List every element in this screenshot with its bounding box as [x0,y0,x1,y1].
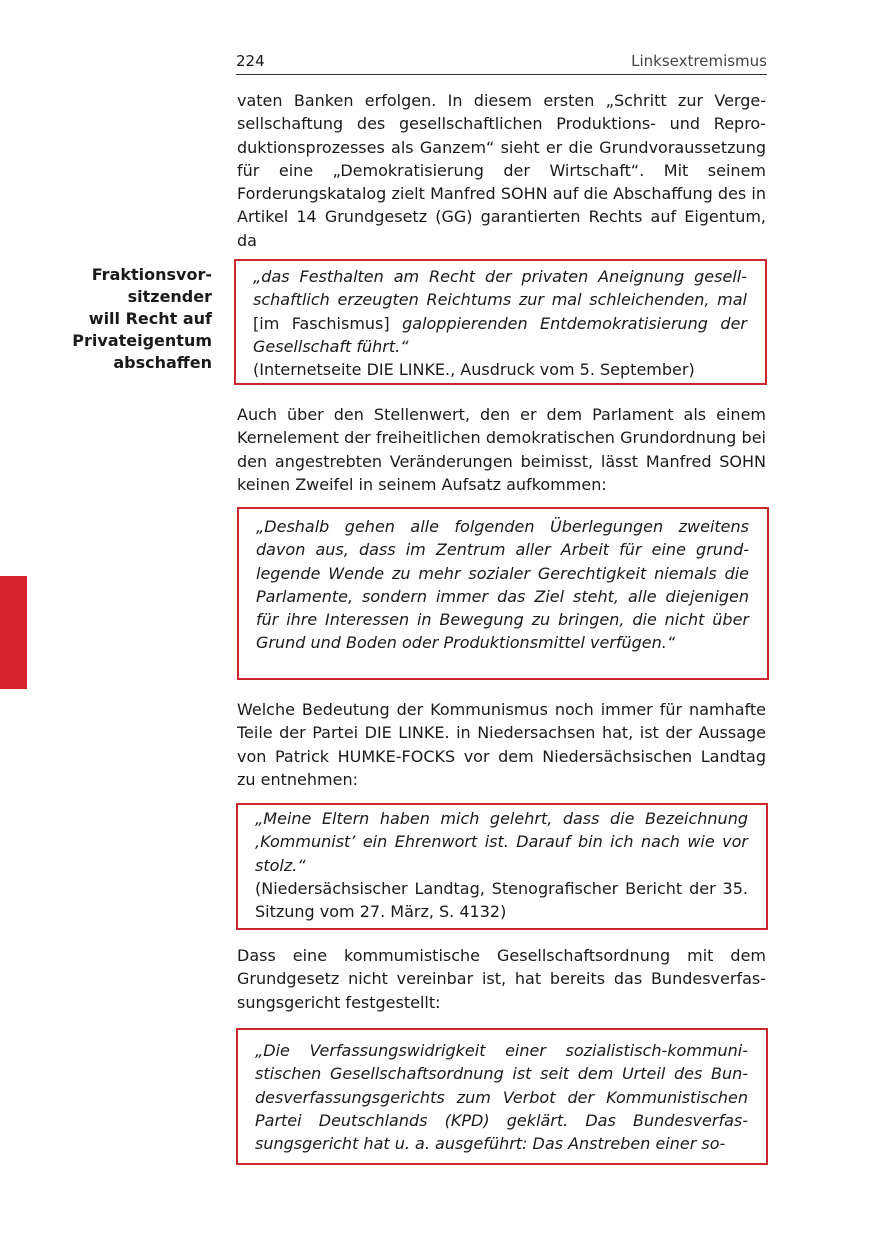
quote-source: (Internetseite DIE LINKE., Ausdruck vom 5. September) [253,360,695,380]
margin-note-line: sitzender [127,287,212,306]
quote-insertion: [im Faschismus] [253,313,403,333]
quote-text: „Deshalb gehen alle folgenden Überlegungen zweitens davon aus, dass im Zentrum aller Arbeit für eine grundlegende Wende zu mehr sozialer Gerechtigkeit niemals die Parlamente, sondern immer das Ziel steht, alle diejenigen für ihre Interessen in Bewegung zu bringen, die nicht über Grund und Boden oder Produktionsmittel verfügen.“ [256,517,749,653]
body-paragraph: Auch über den Stellenwert, den er dem Parlament als einem Kernelement der freiheitlichen demokratischen Grundordnung bei den angestrebten Veränderungen beimisst, lässt Manfred SOHN keinen Zweifel in seinem Aufsatz aufkommen: [237,405,766,494]
margin-note-line: Privateigentum [72,331,212,350]
margin-note-line: abschaffen [113,353,212,372]
page-header [236,50,767,75]
quote-text: „Die Verfassungswidrigkeit einer sozialistisch-kommunistischen Gesellschaftsordnung ist seit dem Urteil des Bundesverfassungsgerichts zum Verbot der Kommunistischen Partei Deutschlands (KPD) geklärt. Das Bundesverfassungsgericht hat u. a. ausgeführt: Das Anstreben einer so- [255,1041,748,1154]
quote-box [236,1028,768,1165]
margin-note [60,264,212,374]
margin-note-line: Fraktionsvor- [91,265,212,284]
quote-text-part: „das Festhalten am Recht der privaten Aneignung gesellschaftlich erzeugten Reichtums zur mal schleichenden, [253,267,747,310]
chapter-tab-marker [0,576,27,689]
quote-text-part: mal [717,290,747,310]
body-paragraph: vaten Banken erfolgen. In diesem ersten „Schritt zur Vergesellschaftung des gesellschaftlichen Produktions- und Reproduktionsprozesses als Ganzem“ sieht er die Grundvoraussetzung für eine „Demokratisierung der Wirtschaft“. Mit seinem Forderungskatalog zielt Manfred SOHN auf die Abschaffung des in Artikel 14 Grundgesetz (GG) garantierten Rechts auf Eigentum, da [237,91,766,250]
quote-source: (Niedersächsischer Landtag, Stenografischer Bericht der 35. Sitzung vom 27. März, S. 4132) [255,878,748,922]
quote-text: „Meine Eltern haben mich gelehrt, dass die Bezeichnung ‚Kommunist’ ein Ehrenwort ist. Darauf bin ich nach wie vor stolz.“ [255,809,748,875]
quote-box [237,507,769,680]
quote-box [234,259,767,385]
body-paragraph: Welche Bedeutung der Kommunismus noch immer für namhafte Teile der Partei DIE LINKE. in Niedersachsen hat, ist der Aussage von Patrick HUMKE-FOCKS vor dem Niedersächsischen Landtag zu entnehmen: [237,700,766,789]
page-number: 224 [236,52,265,70]
quote-text-part: galoppierenden Entdemokratisierung der Gesellschaft führt.“ [253,313,747,356]
quote-text [253,265,747,358]
margin-note-line: will Recht auf [88,309,212,328]
body-paragraph: Dass eine kommumistische Gesellschaftsordnung mit dem Grundgesetz nicht vereinbar ist, hat bereits das Bundesverfassungsgericht festgestellt: [237,946,766,1012]
running-title: Linksextremismus [631,52,767,70]
quote-box [236,803,768,930]
